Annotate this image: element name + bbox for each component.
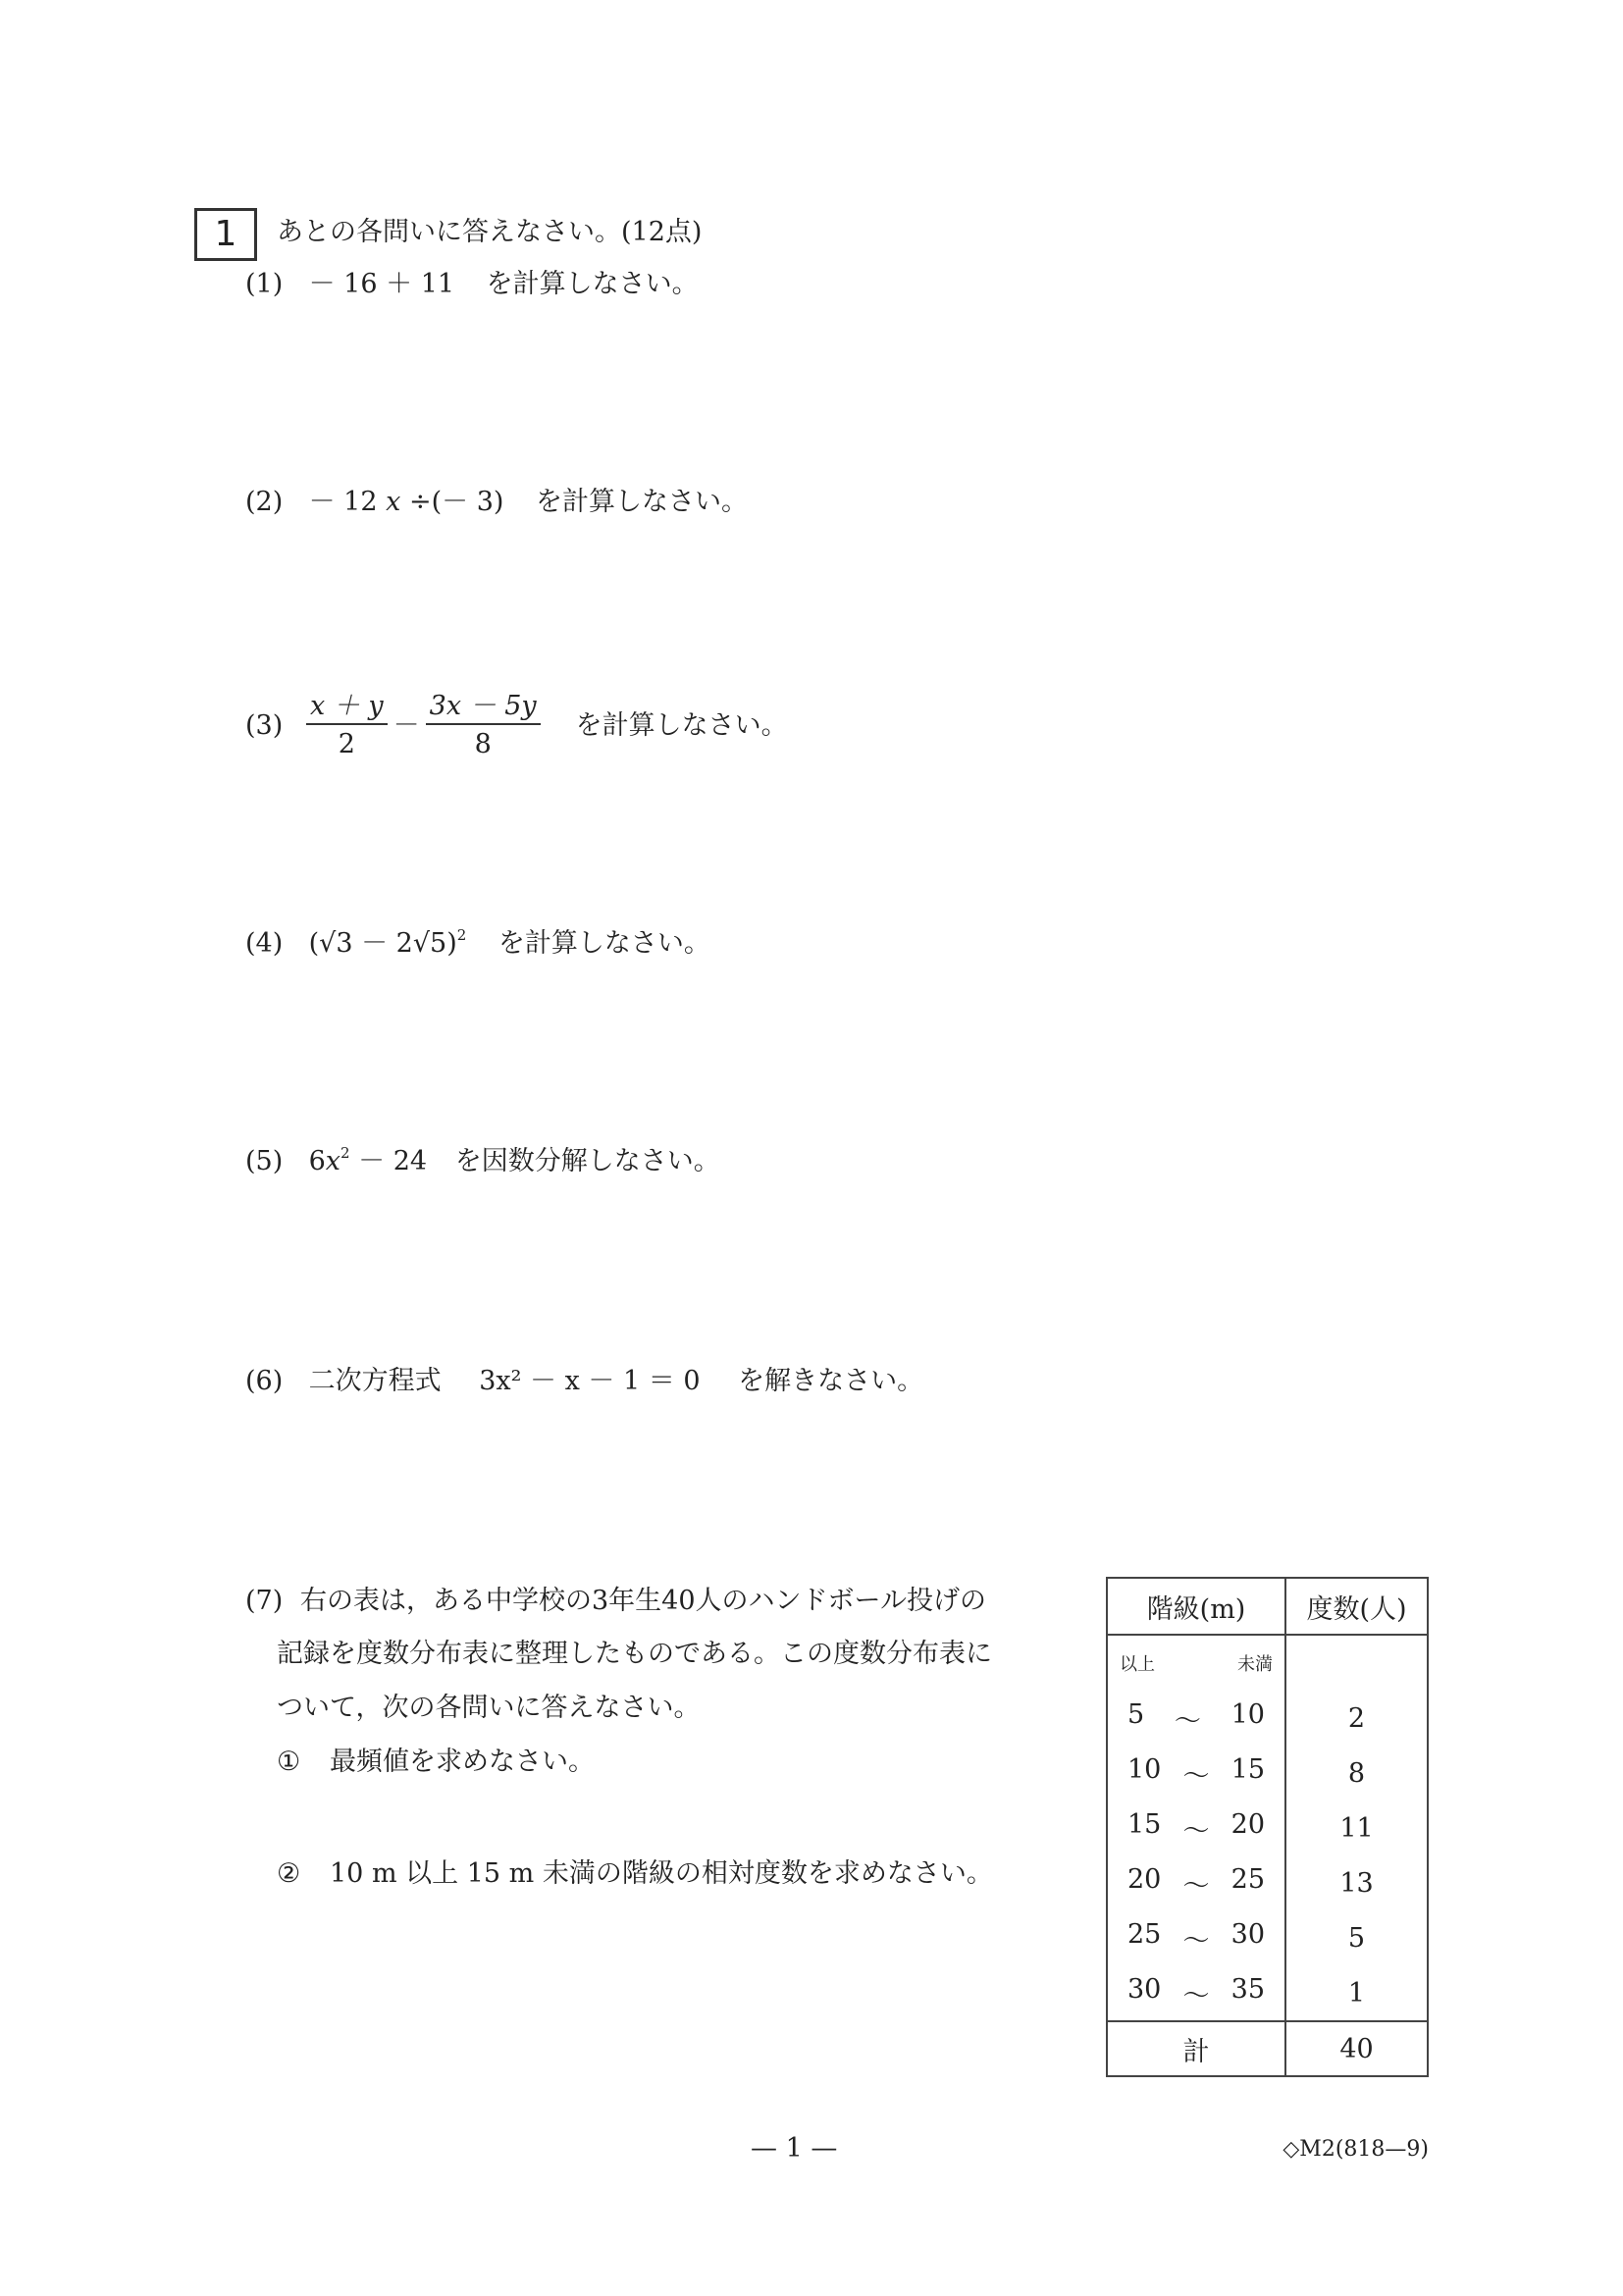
expression-part: ÷(－ 3) [408,487,504,517]
class-high: 35 [1230,1973,1265,2005]
table-total-row [1107,2021,1428,2076]
class-high: 15 [1230,1753,1265,1785]
task-text: を因数分解しなさい。 [454,1146,720,1176]
expression-text: (√3 － 2√5) [308,928,457,959]
task-text: を計算しなさい。 [497,928,710,959]
class-high: 30 [1230,1918,1265,1950]
class-high: 20 [1230,1808,1265,1840]
class-low: 30 [1127,1973,1162,2005]
sub-label: ② [277,1858,301,1889]
frequency: 13 [1285,1855,1428,1910]
sub-question-1 [277,1748,595,1775]
denominator: 2 [338,729,355,759]
question-label: (4) [245,928,284,959]
task-text: を計算しなさい。 [536,487,749,517]
coefficient: 6 [308,1146,326,1176]
exam-code: ◇M2(818—9) [1283,2137,1429,2162]
numerator: x ＋ y [306,693,388,725]
variable: x [325,1146,341,1176]
expression: － 16 ＋ 11 [308,269,455,299]
table-row [1107,1965,1428,2021]
tilde: ～ [1182,1980,1210,2011]
total-value: 40 [1285,2021,1428,2076]
frequency-table [1106,1577,1429,2077]
tilde: ～ [1174,1705,1201,1737]
frequency: 5 [1285,1910,1428,1965]
equation: 3x² － x － 1 ＝ 0 [479,1366,701,1396]
task-text: を計算しなさい。 [575,709,788,741]
exponent: 2 [340,1144,350,1162]
question-text-line: 右の表は，ある中学校の3年生40人のハンドボール投げの [300,1586,986,1616]
question-2 [245,489,748,515]
header-frequency: 度数(人) [1285,1578,1428,1635]
tilde: ～ [1182,1925,1210,1957]
sub-label: ① [277,1747,301,1777]
question-5 [245,1146,720,1174]
sub-question-2 [277,1860,993,1887]
question-1 [245,271,699,297]
task-text: を解きなさい。 [738,1366,924,1396]
section-instruction: あとの各問いに答えなさい。(12点) [277,217,703,247]
total-label: 計 [1107,2021,1285,2076]
question-4 [245,928,710,957]
task-text: を計算しなさい。 [486,269,699,299]
class-low: 20 [1127,1863,1162,1895]
frequency: 1 [1285,1965,1428,2021]
frequency: 11 [1285,1800,1428,1855]
question-label: (2) [245,487,284,517]
class-low: 10 [1127,1753,1162,1785]
class-high: 10 [1230,1698,1265,1730]
question-label: (3) [245,709,284,741]
tilde: ～ [1182,1760,1210,1792]
class-low: 5 [1127,1698,1145,1730]
tilde: ～ [1182,1815,1210,1847]
table-row [1107,1746,1428,1800]
expression [309,928,467,959]
question-label: (5) [245,1146,284,1176]
sub-text: 最頻値を求めなさい。 [330,1747,595,1777]
question-text-line: ついて，次の各問いに答えなさい。 [277,1693,701,1723]
unit-low: 以上 [1120,1654,1155,1675]
table-row [1107,1910,1428,1965]
question-6 [245,1368,923,1394]
header-class: 階級(m) [1107,1578,1285,1635]
frequency: 2 [1285,1691,1428,1746]
question-label: (7) [245,1586,284,1616]
question-3 [245,693,788,757]
exponent: 2 [456,926,467,944]
numerator: 3x － 5y [426,693,541,725]
variable: x [386,487,401,517]
table-row [1107,1855,1428,1910]
fraction-1 [306,693,388,757]
section-number-box: 1 [194,208,257,261]
question-label: (1) [245,269,284,299]
sub-text: 10 m 以上 15 m 未満の階級の相対度数を求めなさい。 [330,1858,993,1889]
prefix-text: 二次方程式 [308,1366,442,1396]
page-number: — 1 — [751,2133,838,2164]
operator: － [393,709,420,741]
expression-part: － 24 [358,1146,428,1176]
class-low: 25 [1127,1918,1162,1950]
table-row [1107,1691,1428,1746]
question-text-line: 記録を度数分布表に整理したものである。この度数分布表に [277,1639,992,1669]
question-label: (6) [245,1366,284,1396]
class-high: 25 [1230,1863,1265,1895]
expression-part: － 12 [308,487,378,517]
tilde: ～ [1182,1870,1210,1902]
class-low: 15 [1127,1808,1162,1840]
fraction-2 [426,693,541,757]
unit-high: 未満 [1237,1654,1273,1675]
frequency: 8 [1285,1746,1428,1800]
table-row [1107,1800,1428,1855]
denominator: 8 [474,729,492,759]
